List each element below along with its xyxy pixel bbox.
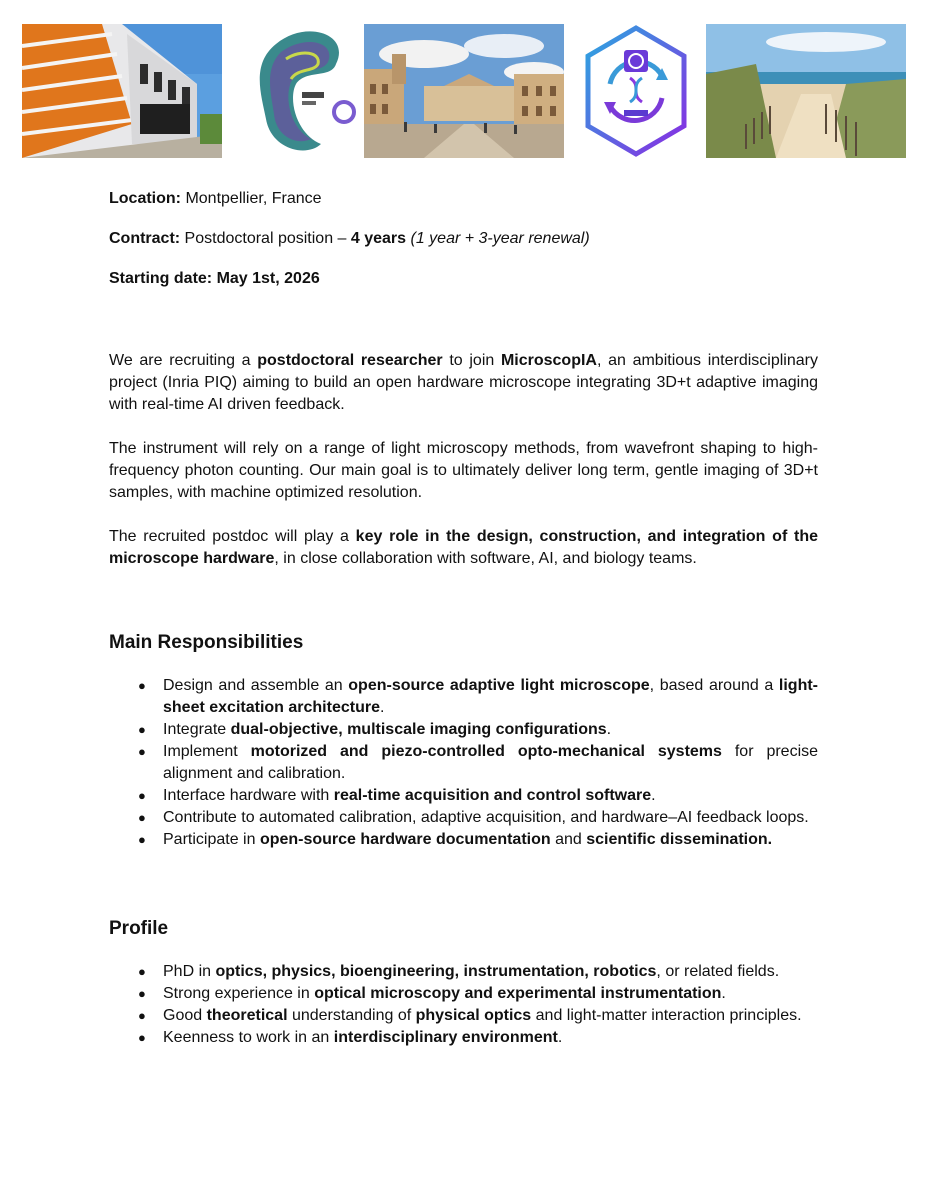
intro-paragraph-3 xyxy=(109,526,818,570)
text-run: Design and assemble an xyxy=(163,677,349,694)
text-run: understanding of xyxy=(287,1007,416,1024)
list-item xyxy=(109,1027,818,1049)
bold-text: optical microscopy and experimental instrumentation xyxy=(314,985,722,1002)
embryo-imaging xyxy=(236,24,366,158)
contract-note: (1 year + 3-year renewal) xyxy=(406,230,590,247)
list-item xyxy=(109,983,818,1005)
bold-text: dual-objective, multiscale imaging configurations xyxy=(230,721,607,738)
bold-text: interdisciplinary environment xyxy=(333,1029,558,1046)
text-run: , in close collaboration with software, AI, and biology teams. xyxy=(274,550,697,567)
start-date-line xyxy=(109,268,818,290)
text-run: Strong experience in xyxy=(163,985,315,1002)
text-run: , an ambitious interdisciplinary project (Inria PIQ) aiming to build an open hardware microscope integrating 3D+t adaptive imaging with real-time AI driven feedback. xyxy=(109,352,818,413)
text-run: to join xyxy=(442,352,501,369)
text-run: Integrate xyxy=(163,721,231,738)
responsibilities-heading: Main Responsibilities xyxy=(109,632,304,653)
list-item xyxy=(109,961,818,983)
text-run: Interface hardware with xyxy=(163,787,334,804)
text-run: Good xyxy=(163,1007,207,1024)
list-item xyxy=(109,719,818,741)
profile-list xyxy=(109,961,818,1049)
text-run: and light-matter interaction principles. xyxy=(531,1007,802,1024)
header-banner xyxy=(22,24,906,158)
list-item xyxy=(109,741,818,785)
job-meta xyxy=(109,188,818,308)
bold-text: motorized and piezo-controlled opto-mechanical systems xyxy=(250,743,722,760)
bold-text: physical optics xyxy=(415,1007,532,1024)
bold-text: postdoctoral researcher xyxy=(257,352,443,369)
bold-text: light-sheet excitation architecture xyxy=(163,677,818,716)
microscopia-logo xyxy=(580,24,692,158)
text-run: . xyxy=(721,985,726,1002)
start-date: Starting date: May 1st, 2026 xyxy=(109,270,320,287)
text-run: The recruited postdoc will play a xyxy=(109,528,356,545)
text-run: We are recruiting a xyxy=(109,352,258,369)
list-item xyxy=(109,829,818,851)
list-item xyxy=(109,785,818,807)
text-run: , based around a xyxy=(649,677,779,694)
location-label: Location: xyxy=(109,190,181,207)
list-item xyxy=(109,1005,818,1027)
contract-line xyxy=(109,228,818,250)
text-run: . xyxy=(379,699,385,716)
text-run: . xyxy=(606,721,612,738)
intro-paragraph-1 xyxy=(109,350,818,416)
bold-text: theoretical xyxy=(206,1007,288,1024)
text-run: and xyxy=(550,831,587,848)
text-run: . xyxy=(651,787,656,804)
bold-text: open-source adaptive light microscope xyxy=(348,677,650,694)
list-item xyxy=(109,675,818,719)
contract-text: Postdoctoral position – xyxy=(180,230,351,247)
location-line xyxy=(109,188,818,210)
bold-text: scientific dissemination. xyxy=(586,831,773,848)
location-value: Montpellier, France xyxy=(181,190,322,207)
bold-text: key role in the design, construction, and integration of the microscope hardware xyxy=(109,528,818,567)
bold-text: real-time acquisition and control software xyxy=(333,787,652,804)
intro-paragraph-2 xyxy=(109,438,818,504)
contract-label: Contract: xyxy=(109,230,181,247)
text-run: . xyxy=(557,1029,563,1046)
text-run: Keenness to work in an xyxy=(163,1029,334,1046)
profile-heading: Profile xyxy=(109,918,169,939)
bold-text: optics, physics, bioengineering, instrumentation, robotics xyxy=(215,963,657,980)
text-run: for precise alignment and calibration. xyxy=(163,743,819,782)
responsibilities-list xyxy=(109,675,818,851)
text-run: PhD in xyxy=(163,963,216,980)
text-run: Participate in xyxy=(163,831,260,848)
intro-section xyxy=(109,350,818,592)
text-run: Contribute to automated calibration, adaptive acquisition, and hardware–AI feedback loops. xyxy=(163,809,809,826)
text-run: , or related fields. xyxy=(656,963,780,980)
beach-photo xyxy=(706,24,906,158)
list-item xyxy=(109,807,818,829)
text-run: Implement xyxy=(163,743,251,760)
bold-text: open-source hardware documentation xyxy=(259,831,551,848)
bold-text: MicroscopIA xyxy=(500,352,597,369)
city-square-photo xyxy=(364,24,564,158)
text-run: The instrument will rely on a range of light microscopy methods, from wavefront shaping to high-frequency photon counting. Our main goal is to ultimately deliver long term, gentle imaging of 3D+t samples, with machine optimized resolution. xyxy=(109,440,818,501)
building-photo xyxy=(22,24,222,158)
contract-duration: 4 years xyxy=(350,230,407,247)
